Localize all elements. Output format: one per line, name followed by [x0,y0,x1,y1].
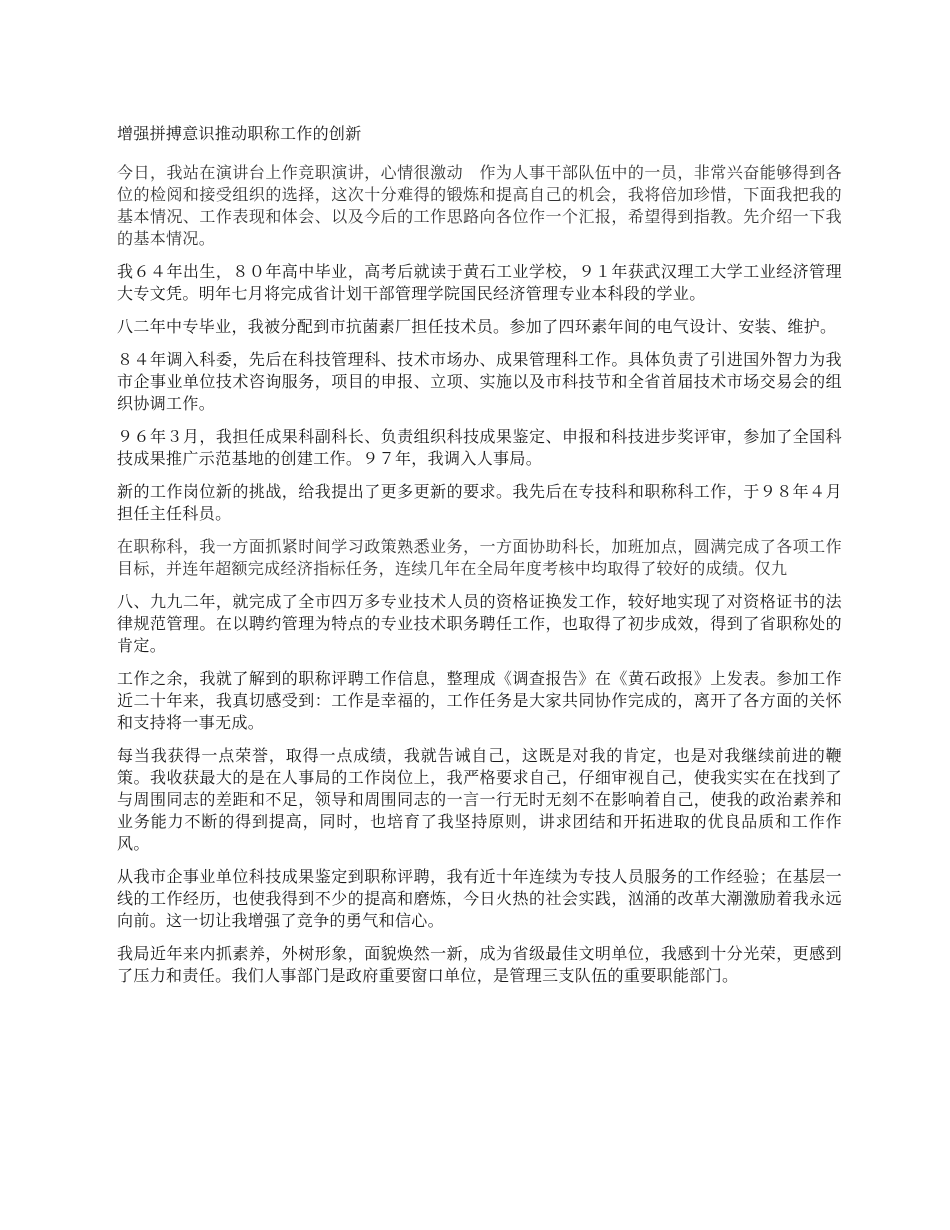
paragraph-12: 我局近年来内抓素养，外树形象，面貌焕然一新，成为省级最佳文明单位，我感到十分光荣，更感到了压力和责任。我们人事部门是政府重要窗口单位，是管理三支队伍的重要职能部门。 [117,944,842,985]
paragraph-3: 八二年中专毕业，我被分配到市抗菌素厂担任技术员。参加了四环素年间的电气设计、安装、维护。 [117,317,837,336]
paragraph-4: ８４年调入科委，先后在科技管理科、技术市场办、成果管理科工作。具体负责了引进国外智力为我市企事业单位技术咨询服务，项目的申报、立项、实施以及市科技节和全省首届技术市场交易会的组织协调工作。 [117,350,842,413]
paragraph-7: 在职称科，我一方面抓紧时间学习政策熟悉业务，一方面协助科长，加班加点，圆满完成了各项工作目标，并连年超额完成经济指标任务，连续几年在全局年度考核中均取得了较好的成绩。仅九 [117,537,842,578]
paragraph-8: 八、九九二年，就完成了全市四万多专业技术人员的资格证换发工作，较好地实现了对资格证书的法律规范管理。在以聘约管理为特点的专业技术职务聘任工作，也取得了初步成效，得到了省职称处的肯定。 [117,592,842,655]
paragraph-10: 每当我获得一点荣誉，取得一点成绩，我就告诫自己，这既是对我的肯定，也是对我继续前进的鞭策。我收获最大的是在人事局的工作岗位上，我严格要求自己，仔细审视自己，使我实实在在找到了与周围同志的差距和不足，领导和周围同志的一言一行无时无刻不在影响着自己，使我的政治素养和业务能力不断的得到提高，同时，也培育了我坚持原则，讲求团结和开拓进取的优良品质和工作作风。 [117,746,842,853]
document-page [117,122,842,998]
paragraph-6: 新的工作岗位新的挑战，给我提出了更多更新的要求。我先后在专技科和职称科工作，于９８年４月担任主任科员。 [117,482,842,523]
document-title: 增强拼搏意识推动职称工作的创新 [117,124,362,143]
paragraph-11: 从我市企事业单位科技成果鉴定到职称评聘，我有近十年连续为专技人员服务的工作经验；在基层一线的工作经历，也使我得到不少的提高和磨炼，今日火热的社会实践，汹涌的改革大潮激励着我永远向前。这一切让我增强了竞争的勇气和信心。 [117,867,842,930]
paragraph-9: 工作之余，我就了解到的职称评聘工作信息，整理成《调查报告》在《黄石政报》上发表。参加工作近二十年来，我真切感受到：工作是幸福的，工作任务是大家共同协作完成的，离开了各方面的关怀和支持将一事无成。 [117,669,842,732]
paragraph-1: 今日，我站在演讲台上作竞职演讲，心情很激动 作为人事干部队伍中的一员，非常兴奋能够得到各位的检阅和接受组织的选择，这次十分难得的锻炼和提高自己的机会，我将倍加珍惜，下面我把我的基本情况、工作表现和体会、以及今后的工作思路向各位作一个汇报，希望得到指教。先介绍一下我的基本情况。 [117,163,842,248]
paragraph-2: 我６４年出生，８０年高中毕业，高考后就读于黄石工业学校，９１年获武汉理工大学工业经济管理大专文凭。明年七月将完成省计划干部管理学院国民经济管理专业本科段的学业。 [117,262,842,303]
paragraph-5: ９６年３月，我担任成果科副科长、负责组织科技成果鉴定、申报和科技进步奖评审，参加了全国科技成果推广示范基地的创建工作。９７年，我调入人事局。 [117,427,842,468]
